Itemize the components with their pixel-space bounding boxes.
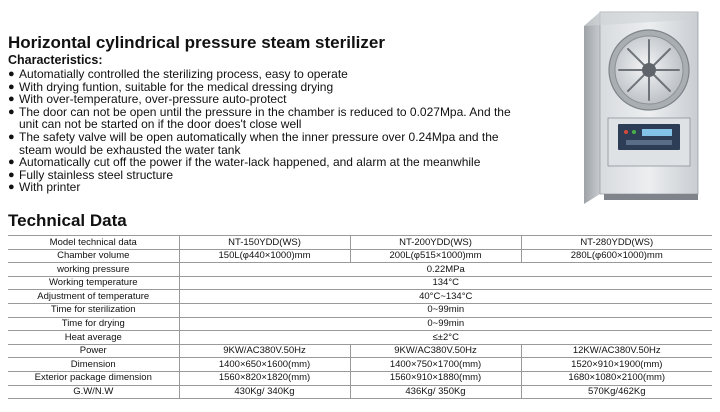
row-label: Heat average xyxy=(8,331,179,345)
bullet-icon: ● xyxy=(8,105,15,118)
steam-sterilizer-photo xyxy=(578,8,702,208)
row-label: Time for sterilization xyxy=(8,303,179,317)
table-cell: 0~99min xyxy=(179,303,712,317)
bullet-icon: ● xyxy=(8,68,15,80)
row-label: Adjustment of temperature xyxy=(8,290,179,304)
table-cell: 12KW/AC380V.50Hz xyxy=(521,344,712,358)
table-cell: 0~99min xyxy=(179,317,712,331)
technical-data-table xyxy=(8,235,712,399)
bullet-icon: ● xyxy=(8,93,15,106)
product-title: Horizontal cylindrical pressure steam sterilizer xyxy=(8,33,385,52)
table-row xyxy=(8,358,712,372)
table-cell: 1520×910×1900(mm) xyxy=(521,358,712,372)
header-cell: NT-280YDD(WS) xyxy=(521,236,712,250)
keypad-strip xyxy=(626,140,672,145)
bullet-icon: ● xyxy=(8,156,15,169)
characteristics-heading: Characteristics: xyxy=(8,53,103,67)
table-row xyxy=(8,263,712,277)
table-cell: ≤±2°C xyxy=(179,331,712,345)
row-label: Dimension xyxy=(8,358,179,372)
table-row xyxy=(8,249,712,263)
header-cell: NT-200YDD(WS) xyxy=(350,236,521,250)
row-label: Time for drying xyxy=(8,317,179,331)
door-hub xyxy=(642,63,656,77)
table-row xyxy=(8,276,712,290)
feature-item: ● Automatically cut off the power if the water-lack happened, and alarm at the meanwhile xyxy=(8,155,481,170)
table-cell: 9KW/AC380V.50Hz xyxy=(350,344,521,358)
row-label: Exterior package dimension xyxy=(8,371,179,385)
feature-item: ● With over-temperature, over-pressure auto-protect xyxy=(8,92,287,107)
table-cell: 200L(φ515×1000)mm xyxy=(350,249,521,263)
bullet-icon: ● xyxy=(8,168,15,181)
table-cell: 1560×820×1820(mm) xyxy=(179,371,350,385)
table-cell: 280L(φ600×1000)mm xyxy=(521,249,712,263)
table-row xyxy=(8,317,712,331)
table-cell: 1400×750×1700(mm) xyxy=(350,358,521,372)
row-label: Working temperature xyxy=(8,276,179,290)
table-header-row xyxy=(8,236,712,250)
table-cell: 1400×650×1600(mm) xyxy=(179,358,350,372)
cabinet-base xyxy=(604,194,698,200)
display-panel xyxy=(618,124,680,150)
table-row xyxy=(8,344,712,358)
table-row xyxy=(8,303,712,317)
header-cell: Model technical data xyxy=(8,236,179,250)
table-cell: 40°C~134°C xyxy=(179,290,712,304)
bullet-icon: ● xyxy=(8,80,15,93)
table-cell: 570Kg/462Kg xyxy=(521,385,712,399)
feature-item: ● With drying funtion, suitable for the medical dressing drying xyxy=(8,79,334,94)
technical-data-heading: Technical Data xyxy=(8,211,127,230)
feature-item: ● Automatially controlled the sterilizing process, easy to operate xyxy=(8,67,348,81)
table-row xyxy=(8,371,712,385)
feature-item: ● The door can not be open until the pressure in the chamber is reduced to 0.027Mpa. And the unit can not be started on if the door does't close well xyxy=(8,104,511,132)
table-cell: 9KW/AC380V.50Hz xyxy=(179,344,350,358)
feature-item: ● The safety valve will be open automatically when the inner pressure over 0.24Mpa and the steam would be exhausted the water tank xyxy=(8,129,499,157)
table-cell: 0.22MPa xyxy=(179,263,712,277)
feature-item: ● Fully stainless steel structure xyxy=(8,167,174,182)
row-label: Chamber volume xyxy=(8,249,179,263)
bullet-icon: ● xyxy=(8,181,15,194)
bullet-icon: ● xyxy=(8,130,15,143)
table-cell: 1560×910×1880(mm) xyxy=(350,371,521,385)
row-label: G.W/N.W xyxy=(8,385,179,399)
feature-item: ● With printer xyxy=(8,180,81,195)
table-row xyxy=(8,290,712,304)
table-cell: 436Kg/ 350Kg xyxy=(350,385,521,399)
display-screen xyxy=(642,129,672,136)
row-label: working pressure xyxy=(8,263,179,277)
table-row xyxy=(8,331,712,345)
feature-list xyxy=(8,68,528,194)
table-cell: 134°C xyxy=(179,276,712,290)
row-label: Power xyxy=(8,344,179,358)
header-cell: NT-150YDD(WS) xyxy=(179,236,350,250)
cabinet-side xyxy=(584,12,600,204)
table-cell: 150L(φ440×1000)mm xyxy=(179,249,350,263)
indicator-icon xyxy=(632,130,636,134)
table-cell: 430Kg/ 340Kg xyxy=(179,385,350,399)
indicator-icon xyxy=(624,130,628,134)
table-cell: 1680×1080×2100(mm) xyxy=(521,371,712,385)
table-row xyxy=(8,385,712,399)
